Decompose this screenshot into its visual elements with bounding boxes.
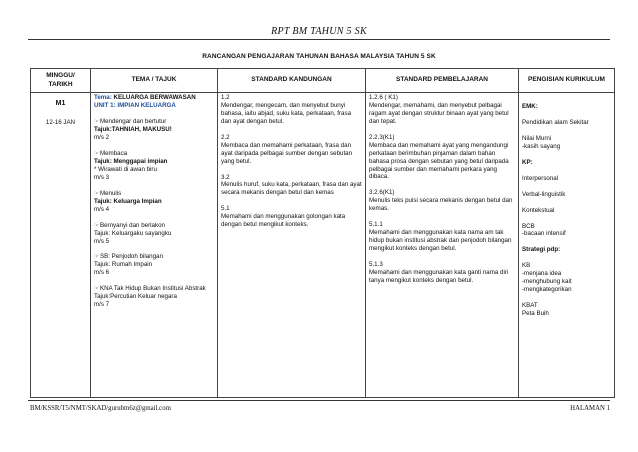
kb-item: -mengkategorikan xyxy=(522,286,572,294)
skill-label: Bernyanyi dan berlakon xyxy=(99,221,165,229)
kb-label: KB xyxy=(522,262,531,270)
kb-item: -menjana idea xyxy=(522,270,562,278)
sk-block xyxy=(221,94,362,126)
cell-standard-kandungan xyxy=(218,93,366,398)
kp-label: KP: xyxy=(522,158,533,166)
kp-item: Kontekstual xyxy=(522,206,555,214)
sp-block xyxy=(369,261,515,285)
page-ref: m/s 3 xyxy=(94,173,110,181)
col-header-pengisian: PENGISIAN KURIKULUM xyxy=(519,69,615,93)
sk-text: Membaca dan memahami perkataan, frasa dan ayat daripada pelbagai sumber dengan sebutan yang betul. xyxy=(221,141,353,165)
sk-block xyxy=(221,174,362,198)
tajuk-block xyxy=(94,285,214,309)
kbat-value: Peta Buih xyxy=(522,310,549,317)
header-title: RPT BM TAHUN 5 SK xyxy=(271,26,367,37)
sp-block xyxy=(369,94,515,126)
tajuk-block xyxy=(94,222,214,246)
sk-code: 3.2 xyxy=(221,173,230,181)
table-header-row xyxy=(31,69,615,93)
week-number: M1 xyxy=(55,100,66,107)
page-ref: m/s 4 xyxy=(94,205,110,213)
col-header-standard-pembelajaran: STANDARD PEMBELAJARAN xyxy=(366,69,519,93)
hand-pointer-icon: ☞ xyxy=(94,118,99,125)
tema-line xyxy=(94,94,214,102)
table-row xyxy=(31,93,615,398)
hand-pointer-icon: ☞ xyxy=(94,222,99,229)
hand-pointer-icon: ☞ xyxy=(94,150,99,157)
skill-label: KNA Tak Hidup Bukan Institusi Abstrak xyxy=(99,285,206,293)
sk-code: 2.2 xyxy=(221,133,230,141)
skill-label: Mendengar dan bertutur xyxy=(99,117,167,125)
skill-label: Menulis xyxy=(99,189,122,197)
kb-item: -menghubung kait xyxy=(522,278,572,286)
sp-block xyxy=(369,134,515,182)
kp-item: Verbal-linguistik xyxy=(522,190,566,198)
footer-divider xyxy=(28,400,610,401)
page-ref: m/s 7 xyxy=(94,301,110,309)
tajuk-title: Tajuk: Keluarga Impian xyxy=(94,197,162,205)
page-number: HALAMAN 1 xyxy=(570,405,610,412)
sk-text: Mendengar, mengecam, dan menyebut bunyi bahasa, iaitu abjad, suku kata, perkataan, frasa dan ayat dengan betul. xyxy=(221,101,352,125)
skill-label: Membaca xyxy=(99,149,128,157)
page-ref: m/s 5 xyxy=(94,237,110,245)
cell-standard-pembelajaran xyxy=(366,93,519,398)
sp-code: 2.2.3(K1) xyxy=(369,133,395,141)
hand-pointer-icon: ☞ xyxy=(94,254,99,261)
hand-pointer-icon: ☞ xyxy=(94,190,99,197)
sp-code: 5.1.3 xyxy=(369,260,383,268)
tajuk-title: Tajuk: Rumah Impain xyxy=(94,261,153,269)
sp-block xyxy=(369,221,515,253)
tajuk-block xyxy=(94,150,214,182)
col-header-minggu: MINGGU/ TARIKH xyxy=(31,69,91,93)
tajuk-block xyxy=(94,253,214,277)
header-divider xyxy=(28,39,610,40)
page-ref: m/s 2 xyxy=(94,133,110,141)
tema-value: KELUARGA BERWAWASAN xyxy=(113,94,196,101)
tajuk-title-text: Tajuk: Keluargaku sayangku xyxy=(94,229,172,237)
sk-code: 1.2 xyxy=(221,94,230,101)
tema-label: Tema: xyxy=(94,94,112,101)
document-title: RANCANGAN PENGAJARAN TAHUNAN BAHASA MALAYSIA TAHUN 5 SK xyxy=(202,53,436,60)
sk-code: 5.1 xyxy=(221,205,230,213)
cell-pengisian-kurikulum xyxy=(519,93,615,398)
rpt-table xyxy=(30,68,615,398)
sk-block xyxy=(221,205,362,229)
tajuk-block xyxy=(94,118,214,142)
sp-text: Mendengar, memahami, dan menyebut pelbagai ragam ayat dengan struktur binaan ayat yang betul dan tepat. xyxy=(369,101,509,125)
sp-code: 1.2.6 ( K1) xyxy=(369,94,398,101)
kp-item: Interpersonal xyxy=(522,174,559,182)
cell-tema xyxy=(91,93,218,398)
cell-minggu xyxy=(31,93,91,398)
strategi-label: Strategi pdp: xyxy=(522,246,561,254)
sp-text: Memahami dan menggunakan kata nama am tak hidup bukan institusi abstrak dan penjodoh bilangan mengikut konteks dengan betul. xyxy=(369,229,512,252)
bcb-label: BCB xyxy=(522,222,535,230)
emk-label: EMK: xyxy=(522,103,538,110)
sp-code: 3.2.6(K1) xyxy=(369,189,395,197)
sk-text: Memahami dan menggunakan golongan kata dengan betul mengikut konteks. xyxy=(221,213,346,229)
sk-block xyxy=(221,134,362,166)
nilai-label: Nilai Murni xyxy=(522,134,552,142)
col-header-standard-kandungan: STANDARD KANDUNGAN xyxy=(218,69,366,93)
sp-block xyxy=(369,189,515,213)
tajuk-title xyxy=(94,230,214,238)
col-header-tema: TEMA / TAJUK xyxy=(91,69,218,93)
bcb-value: -bacaan intensif xyxy=(522,230,566,238)
footer-source: BM/KSSR/T5/NMT/SKAD/gurubm6z@gmail.com xyxy=(30,405,171,412)
sk-text: Menulis huruf, suku kata, perkataan, frasa dan ayat secara mekanis dengan betul dan kemas xyxy=(221,181,362,197)
page-ref: m/s 6 xyxy=(94,269,110,277)
hand-pointer-icon: ☞ xyxy=(94,286,99,293)
sp-text: Memahami dan menggunakan kata ganti nama diri tanya mengikut konteks dengan betul. xyxy=(369,268,509,284)
tajuk-extra: * Wirawati di awan biru xyxy=(94,165,157,173)
nilai-value: -kasih sayang xyxy=(522,142,561,150)
tajuk-title: Tajuk:Percutian Keluar negara xyxy=(94,293,177,301)
week-date: 12-16 JAN xyxy=(45,118,76,126)
kbat-label: KBAT xyxy=(522,302,538,310)
sp-text: Menulis teks puisi secara mekanis dengan betul dan kemas. xyxy=(369,197,513,213)
tajuk-title: Tajuk: Menggapai impian xyxy=(94,157,168,165)
unit-title: UNIT 1: IMPIAN KELUARGA xyxy=(94,101,176,109)
tajuk-title: Tajuk:TAHNIAH, MAKUSU! xyxy=(94,125,172,133)
tajuk-block xyxy=(94,190,214,214)
emk-value: Pendidikan alam Sekitar xyxy=(522,118,589,126)
sp-text: Membaca dan memahami ayat yang mengandungi perkataan berimbuhan pinjaman dalam bahan bahasa prosa dengan sebutan yang betul daripada pelbagai sumber dan memahami perkara yang dibaca. xyxy=(369,141,509,181)
skill-label: SB: Penjodoh bilangan xyxy=(99,253,163,261)
sp-code: 5.1.1 xyxy=(369,221,383,229)
